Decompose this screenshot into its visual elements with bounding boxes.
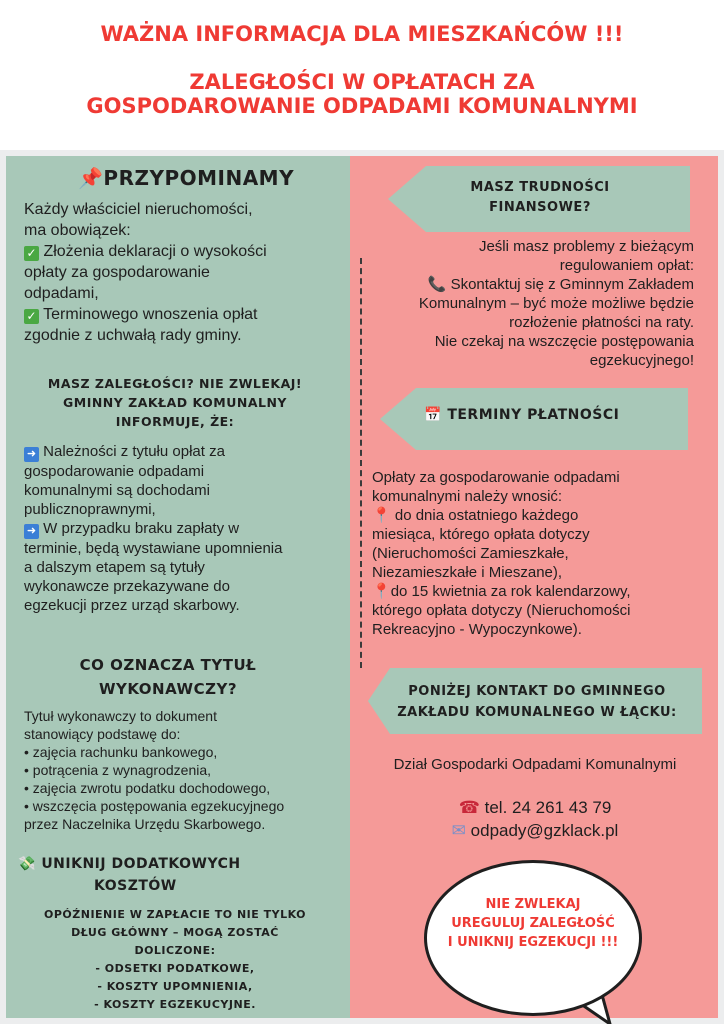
cost-body: OPÓŹNIENIE W ZAPŁACIE TO NIE TYLKO DŁUG GŁÓWNY – MOGĄ ZOSTAĆ DOLICZONE: - ODSETKI PODATKOWE, - KOSZTY UPOMNIENIA, - KOSZTY EGZEKUCYJNE.: [44, 908, 306, 1011]
arrears-body: ➜ Należności z tytułu opłat za gospodarowanie odpadami komunalnymi są dochodami publicznoprawnymi, ➜ W przypadku braku zapłaty w terminie, będą wystawiane upomnienia a dalszym etapem są tytuły wykonawcze przekazywane do egzekucji przez urząd skarbowy.: [24, 443, 283, 614]
remind-body: [24, 199, 344, 346]
arrow-right-icon: ➜: [24, 447, 39, 462]
header: [0, 0, 724, 150]
remind-intro-2: ma obowiązek:: [24, 222, 131, 239]
subheadline: [0, 70, 724, 118]
remind-title: 📌PRZYPOMINAMY: [78, 166, 295, 190]
arrow-right-icon: ➜: [24, 524, 39, 539]
arrears-heading: MASZ ZALEGŁOŚCI? NIE ZWLEKAJ! GMINNY ZAKŁAD KOMUNALNY INFORMUJE, ŻE:: [47, 376, 303, 429]
remind-item-1: ✓ Złożenia deklaracji o wysokości: [24, 241, 344, 262]
remind-item-1b: opłaty za gospodarowanie: [24, 264, 210, 281]
check-icon: ✓: [24, 309, 39, 324]
email-link[interactable]: odpady@gzklack.pl: [470, 821, 619, 840]
bubble-text: NIE ZWLEKAJ UREGULUJ ZALEGŁOŚĆ I UNIKNIJ EGZEKUCJI !!!: [447, 897, 619, 950]
money-icon: 💸: [18, 856, 36, 872]
remind-item-1c: odpadami,: [24, 285, 99, 302]
envelope-icon: ✉: [451, 821, 466, 840]
pin-icon: 📍: [372, 583, 391, 600]
contact-heading: PONIŻEJ KONTAKT DO GMINNEGO ZAKŁADU KOMUNALNEGO W ŁĄCKU:: [397, 684, 677, 720]
telephone-icon: ☎: [458, 798, 480, 817]
terms-body: Opłaty za gospodarowanie odpadami komunalnymi należy wnosić: 📍 do dnia ostatniego każdego miesiąca, którego opłata dotyczy (Nieruchomości Zamieszkałe, Niezamieszkałe i Mieszane), 📍do 15 kwietnia za rok kalendarzowy, którego opłata dotyczy (Nieruchomości Rekreacyjno - Wypoczynkowe).: [372, 469, 631, 638]
headline: WAŻNA INFORMACJA DLA MIESZKAŃCÓW !!!: [100, 22, 624, 46]
check-icon: ✓: [24, 246, 39, 261]
phone-number[interactable]: tel. 24 261 43 79: [484, 798, 612, 817]
title-body: Tytuł wykonawczy to dokument stanowiący podstawę do: • zajęcia rachunku bankowego, • potrącenia z wynagrodzenia, • zajęcia zwrotu podatku dochodowego, • wszczęcia postępowania egzekucyjnego przez Naczelnika Urzędu Skarbowego.: [24, 708, 285, 832]
pin-icon: 📍: [372, 507, 391, 524]
title-heading: CO OZNACZA TYTUŁ WYKONAWCZY?: [79, 656, 257, 698]
contact-details: [352, 796, 718, 842]
difficulties-body: Jeśli masz problemy z bieżącym regulowaniem opłat: 📞 Skontaktuj się z Gminnym Zakładem Komunalnym – być może możliwe będzie rozłożenie płatności na raty. Nie czekaj na wszczęcie postępowania egzekucyjnego!: [418, 238, 694, 369]
department-name: Dział Gospodarki Odpadami Komunalnymi: [393, 756, 677, 773]
difficulties-heading: MASZ TRUDNOŚCI FINANSOWE?: [470, 180, 610, 215]
pushpin-icon: 📌: [78, 166, 104, 190]
terms-heading: 📅 TERMINY PŁATNOŚCI: [424, 407, 620, 423]
remind-item-2b: zgodnie z uchwałą rady gminy.: [24, 327, 242, 344]
cost-heading: 💸 UNIKNIJ DODATKOWYCH KOSZTÓW: [18, 856, 241, 894]
subheadline-line1: ZALEGŁOŚCI W OPŁATACH ZA: [189, 70, 535, 94]
subheadline-line2: GOSPODAROWANIE ODPADAMI KOMUNALNYMI: [86, 94, 638, 118]
phone-icon: 📞: [427, 275, 447, 293]
calendar-icon: 📅: [424, 407, 442, 423]
remind-intro-1: Każdy właściciel nieruchomości,: [24, 201, 253, 218]
remind-item-2: ✓ Terminowego wnoszenia opłat: [24, 304, 344, 325]
